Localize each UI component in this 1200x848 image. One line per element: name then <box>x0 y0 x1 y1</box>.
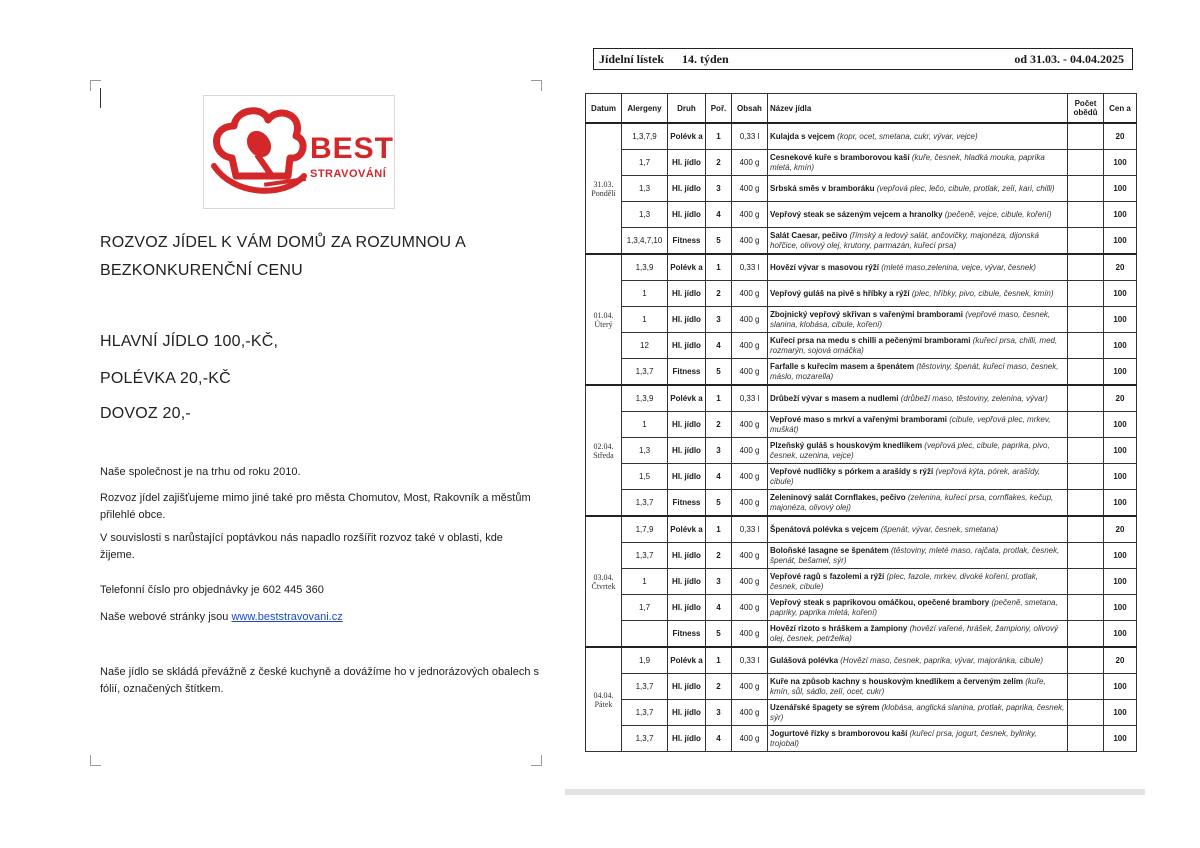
allergens-cell: 1,3,7 <box>622 543 668 569</box>
order-cell: 4 <box>706 726 732 752</box>
dish-ingredients: (drůbeží maso, těstoviny, zelenina, vývar) <box>900 393 1048 403</box>
order-cell: 5 <box>706 621 732 648</box>
dish-cell <box>768 412 1068 438</box>
price-cell: 100 <box>1104 202 1137 228</box>
dish-cell <box>768 228 1068 255</box>
header-alergeny: Alergeny <box>622 94 668 124</box>
order-cell: 1 <box>706 385 732 412</box>
table-row <box>586 674 1137 700</box>
portion-cell: 400 g <box>732 726 768 752</box>
day-cell <box>586 647 622 752</box>
count-cell[interactable] <box>1068 281 1104 307</box>
order-cell: 5 <box>706 359 732 386</box>
count-cell[interactable] <box>1068 307 1104 333</box>
type-cell: Polévk a <box>668 647 706 674</box>
header-druh: Druh <box>668 94 706 124</box>
header-poradi: Poř. <box>706 94 732 124</box>
price-cell: 100 <box>1104 412 1137 438</box>
table-row <box>586 490 1137 517</box>
type-cell: Fitness <box>668 490 706 517</box>
price-cell: 100 <box>1104 595 1137 621</box>
dish-ingredients: (kuře, česnek, hladká mouka, paprika mletá, kmín) <box>770 152 1045 172</box>
type-cell: Hl. jídlo <box>668 202 706 228</box>
price-cell: 100 <box>1104 150 1137 176</box>
dish-name: Gulášová polévka <box>770 655 839 665</box>
dish-name: Plzeňský guláš s houskovým knedlíkem <box>770 440 923 450</box>
type-cell: Hl. jídlo <box>668 307 706 333</box>
price-cell: 20 <box>1104 254 1137 281</box>
dish-ingredients: (zelenina, kuřecí prsa, cornflakes, kečup, majonéza, olivový olej) <box>770 492 1054 512</box>
allergens-cell: 1,3 <box>622 176 668 202</box>
count-cell[interactable] <box>1068 647 1104 674</box>
order-cell: 2 <box>706 412 732 438</box>
order-cell: 2 <box>706 543 732 569</box>
price-cell: 100 <box>1104 726 1137 752</box>
price-cell: 100 <box>1104 674 1137 700</box>
headline-line-2: BEZKONKURENČNÍ CENU <box>100 262 303 279</box>
dish-ingredients: (těstoviny, mleté maso, rajčata, protlak, česnek, špenát, bešamel, sýr) <box>770 545 1060 565</box>
dish-name: Hovězí vývar s masovou rýží <box>770 262 879 272</box>
order-cell: 2 <box>706 281 732 307</box>
portion-cell: 400 g <box>732 543 768 569</box>
dish-cell <box>768 490 1068 517</box>
type-cell: Hl. jídlo <box>668 412 706 438</box>
count-cell[interactable] <box>1068 516 1104 543</box>
dish-ingredients: (pečeně, vejce, cibule, koření) <box>944 209 1052 219</box>
portion-cell: 400 g <box>732 281 768 307</box>
dish-ingredients: (těstoviny, špenát, kuřecí maso, česnek, máslo, mozarella) <box>770 361 1059 381</box>
type-cell: Hl. jídlo <box>668 281 706 307</box>
menu-header-row <box>586 94 1137 124</box>
type-cell: Polévk a <box>668 385 706 412</box>
dish-ingredients: (kopr, ocet, smetana, cukr, vývar, vejce) <box>837 131 978 141</box>
menu-title-box <box>593 48 1133 70</box>
type-cell: Fitness <box>668 621 706 648</box>
order-cell: 3 <box>706 700 732 726</box>
dish-ingredients: (kuře, kmín, sůl, sádlo, zelí, ocet, cukr) <box>770 676 1046 696</box>
day-date: 01.04. <box>593 310 614 320</box>
count-cell[interactable] <box>1068 254 1104 281</box>
allergens-cell: 1,7 <box>622 595 668 621</box>
page-bottom-scroll-edge <box>565 789 1145 795</box>
type-cell: Hl. jídlo <box>668 333 706 359</box>
price-cell: 100 <box>1104 228 1137 255</box>
dish-name: Vepřové nudličky s pórkem a arašídy s rýží <box>770 466 934 476</box>
dish-name: Kuřecí prsa na medu s chilli a pečenými bramborami <box>770 335 971 345</box>
allergens-cell: 1,3,7 <box>622 359 668 386</box>
table-row <box>586 359 1137 386</box>
dish-name: Uzenářské špagety se sýrem <box>770 702 880 712</box>
day-name: Středa <box>593 450 614 460</box>
dish-name: Drůbeží vývar s masem a nudlemi <box>770 393 899 403</box>
dish-name: Jogurtové řízky s bramborovou kaší <box>770 728 908 738</box>
allergens-cell: 1 <box>622 307 668 333</box>
dish-ingredients: (mleté maso,zelenina, vejce, vývar, česnek) <box>881 262 1036 272</box>
table-row <box>586 202 1137 228</box>
allergens-cell: 1,5 <box>622 464 668 490</box>
dish-ingredients: (římský a ledový salát, ančovičky, majonéza, dijonská hořčice, olivový olej, krutony, parmazán, kuřecí prsa) <box>770 230 1039 250</box>
order-cell: 3 <box>706 569 732 595</box>
count-cell[interactable] <box>1068 569 1104 595</box>
count-cell[interactable] <box>1068 438 1104 464</box>
allergens-cell: 1,3,4,7,10 <box>622 228 668 255</box>
price-cell: 100 <box>1104 307 1137 333</box>
website-label: Naše webové stránky jsou <box>100 611 232 623</box>
order-cell: 1 <box>706 516 732 543</box>
header-nazev: Název jídla <box>768 94 1068 124</box>
paragraph-packaging: Naše jídlo se skládá převážně z české kuchyně a dovážíme ho v jednorázových obalech s fólií, označených štítkem. <box>100 666 540 695</box>
day-date: 02.04. <box>593 441 614 451</box>
order-cell: 1 <box>706 123 732 150</box>
type-cell: Hl. jídlo <box>668 569 706 595</box>
day-date: 31.03. <box>593 179 614 189</box>
count-cell[interactable] <box>1068 674 1104 700</box>
dish-cell <box>768 621 1068 648</box>
type-cell: Polévk a <box>668 123 706 150</box>
count-cell[interactable] <box>1068 726 1104 752</box>
portion-cell: 400 g <box>732 150 768 176</box>
count-cell[interactable] <box>1068 123 1104 150</box>
dish-name: Vepřové maso s mrkví a vařenými bramborami <box>770 414 947 424</box>
header-obsah: Obsah <box>732 94 768 124</box>
day-cell <box>586 123 622 254</box>
paragraph-expansion: V souvislosti s narůstající poptávkou nás napadlo rozšířit rozvoz také v oblasti, kde žijeme. <box>100 532 503 561</box>
table-row <box>586 700 1137 726</box>
table-row <box>586 333 1137 359</box>
allergens-cell: 1,3,7,9 <box>622 123 668 150</box>
count-cell[interactable] <box>1068 464 1104 490</box>
price-cell: 20 <box>1104 516 1137 543</box>
count-cell[interactable] <box>1068 412 1104 438</box>
allergens-cell: 1,3 <box>622 202 668 228</box>
dish-cell <box>768 176 1068 202</box>
count-cell[interactable] <box>1068 359 1104 386</box>
count-cell[interactable] <box>1068 202 1104 228</box>
count-cell[interactable] <box>1068 543 1104 569</box>
day-name: Úterý <box>594 319 613 329</box>
day-cell <box>586 254 622 385</box>
dish-ingredients: (klobása, anglická slanina, protlak, paprika, česnek, sýr) <box>770 702 1065 722</box>
dish-name: Cesnekové kuře s bramborovou kaší <box>770 152 910 162</box>
table-row <box>586 412 1137 438</box>
dish-name: Vepřové ragů s fazolemi a rýží <box>770 571 885 581</box>
dish-ingredients: (vepřová plec, lečo, cibule, protlak, zelí, kari, chilli) <box>876 183 1055 193</box>
day-cell <box>586 516 622 647</box>
dish-name: Vepřový steak se sázeným vejcem a hranolky <box>770 209 943 219</box>
allergens-cell: 1,9 <box>622 647 668 674</box>
portion-cell: 0,33 l <box>732 254 768 281</box>
price-cell: 20 <box>1104 385 1137 412</box>
allergens-cell <box>622 621 668 648</box>
allergens-cell: 1,3,7 <box>622 674 668 700</box>
headline-line-1: ROZVOZ JÍDEL K VÁM DOMŮ ZA ROZUMNOU A <box>100 234 466 251</box>
dish-cell <box>768 281 1068 307</box>
portion-cell: 400 g <box>732 176 768 202</box>
order-cell: 1 <box>706 254 732 281</box>
portion-cell: 400 g <box>732 700 768 726</box>
allergens-cell: 1,3 <box>622 438 668 464</box>
dish-ingredients: (plec, fazole, mrkev, divoké koření, protlak, česnek, cibule) <box>770 571 1038 591</box>
paragraph-cities: Rozvoz jídel zajišťujeme mimo jiné také pro města Chomutov, Most, Rakovník a městům přilehlé obce. <box>100 492 531 521</box>
dish-cell <box>768 726 1068 752</box>
dish-cell <box>768 569 1068 595</box>
type-cell: Hl. jídlo <box>668 726 706 752</box>
table-row <box>586 569 1137 595</box>
portion-cell: 400 g <box>732 438 768 464</box>
order-cell: 4 <box>706 202 732 228</box>
dish-cell <box>768 359 1068 386</box>
website-link[interactable]: www.beststravovani.cz <box>231 611 343 623</box>
portion-cell: 0,33 l <box>732 516 768 543</box>
count-cell[interactable] <box>1068 333 1104 359</box>
order-cell: 5 <box>706 490 732 517</box>
dish-ingredients: (vepřové maso, česnek, slanina, klobása, cibule, koření) <box>770 309 1051 329</box>
allergens-cell: 1,3,7 <box>622 726 668 752</box>
dish-ingredients: (kuřecí prsa, jogurt, česnek, bylinky, trojobal) <box>770 728 1037 748</box>
dish-name: Kulajda s vejcem <box>770 131 835 141</box>
table-row <box>586 543 1137 569</box>
portion-cell: 400 g <box>732 621 768 648</box>
type-cell: Hl. jídlo <box>668 464 706 490</box>
order-cell: 5 <box>706 228 732 255</box>
allergens-cell: 1 <box>622 569 668 595</box>
day-cell <box>586 385 622 516</box>
allergens-cell: 1 <box>622 412 668 438</box>
count-cell[interactable] <box>1068 595 1104 621</box>
table-row <box>586 123 1137 150</box>
table-row <box>586 464 1137 490</box>
dish-name: Špenátová polévka s vejcem <box>770 524 879 534</box>
dish-cell <box>768 647 1068 674</box>
count-cell[interactable] <box>1068 228 1104 255</box>
allergens-cell: 1,3,9 <box>622 385 668 412</box>
allergens-cell: 1,3,9 <box>622 254 668 281</box>
portion-cell: 400 g <box>732 228 768 255</box>
price-cell: 100 <box>1104 438 1137 464</box>
table-row <box>586 150 1137 176</box>
table-row <box>586 176 1137 202</box>
portion-cell: 400 g <box>732 333 768 359</box>
price-cell: 20 <box>1104 123 1137 150</box>
table-row <box>586 726 1137 752</box>
day-date: 03.04. <box>593 572 614 582</box>
type-cell: Hl. jídlo <box>668 595 706 621</box>
table-row <box>586 281 1137 307</box>
dish-cell <box>768 516 1068 543</box>
dish-name: Salát Caesar, pečivo <box>770 230 848 240</box>
portion-cell: 400 g <box>732 307 768 333</box>
count-cell[interactable] <box>1068 700 1104 726</box>
dish-ingredients: (kuřecí prsa, chilli, med, rozmarýn, sojová omáčka) <box>770 335 1058 355</box>
table-row <box>586 647 1137 674</box>
type-cell: Hl. jídlo <box>668 700 706 726</box>
count-cell[interactable] <box>1068 150 1104 176</box>
dish-ingredients: (plec, hříbky, pivo, cibule, česnek, kmín) <box>911 288 1054 298</box>
portion-cell: 400 g <box>732 359 768 386</box>
type-cell: Hl. jídlo <box>668 438 706 464</box>
dish-name: Zeleninový salát Cornflakes, pečivo <box>770 492 906 502</box>
portion-cell: 400 g <box>732 569 768 595</box>
allergens-cell: 1,7 <box>622 150 668 176</box>
type-cell: Polévk a <box>668 516 706 543</box>
dish-cell <box>768 123 1068 150</box>
dish-name: Boloňské lasagne se špenátem <box>770 545 889 555</box>
header-pocet: Počet obědů <box>1068 94 1104 124</box>
portion-cell: 400 g <box>732 595 768 621</box>
dish-cell <box>768 700 1068 726</box>
menu-week: 14. týden <box>682 52 729 66</box>
order-cell: 4 <box>706 464 732 490</box>
portion-cell: 0,33 l <box>732 123 768 150</box>
text-cursor <box>100 88 101 108</box>
day-name: Pondělí <box>591 188 616 198</box>
logo-brand-text: BEST <box>310 132 395 165</box>
dish-ingredients: (vepřová kýta, pórek, arašídy, cibule) <box>770 466 1041 486</box>
price-cell: 100 <box>1104 176 1137 202</box>
type-cell: Hl. jídlo <box>668 543 706 569</box>
table-row <box>586 595 1137 621</box>
dish-ingredients: (špenát, vývar, česnek, smetana) <box>880 524 999 534</box>
table-row <box>586 621 1137 648</box>
page-corner-mark <box>531 755 542 766</box>
dish-name: Hovězí rizoto s hráškem a žampiony <box>770 623 908 633</box>
dish-ingredients: (hovězí vařené, hrášek, žampiony, olivový olej, česnek, petrželka) <box>770 623 1058 643</box>
day-name: Pátek <box>594 699 613 709</box>
order-cell: 4 <box>706 333 732 359</box>
portion-cell: 0,33 l <box>732 647 768 674</box>
order-cell: 1 <box>706 647 732 674</box>
day-date: 04.04. <box>593 690 614 700</box>
dish-cell <box>768 385 1068 412</box>
menu-table <box>585 93 1137 752</box>
type-cell: Fitness <box>668 228 706 255</box>
order-cell: 3 <box>706 438 732 464</box>
table-row <box>586 438 1137 464</box>
price-cell: 100 <box>1104 569 1137 595</box>
portion-cell: 400 g <box>732 412 768 438</box>
table-row <box>586 307 1137 333</box>
left-page <box>0 0 560 848</box>
price-soup: POLÉVKA 20,-KČ <box>100 370 231 387</box>
count-cell[interactable] <box>1068 621 1104 648</box>
allergens-cell: 1,7,9 <box>622 516 668 543</box>
dish-cell <box>768 595 1068 621</box>
dish-name: Kuře na způsob kachny s houskovým knedlíkem a červeným zelím <box>770 676 1023 686</box>
price-main-dish: HLAVNÍ JÍDLO 100,-KČ, <box>100 333 279 350</box>
type-cell: Fitness <box>668 359 706 386</box>
table-row <box>586 516 1137 543</box>
dish-ingredients: (pečeně, smetana, papriky, paprika mletá, koření) <box>770 597 1058 617</box>
dish-cell <box>768 150 1068 176</box>
price-cell: 100 <box>1104 359 1137 386</box>
price-cell: 100 <box>1104 621 1137 648</box>
dish-cell <box>768 543 1068 569</box>
type-cell: Hl. jídlo <box>668 176 706 202</box>
price-cell: 100 <box>1104 333 1137 359</box>
paragraph-history: Naše společnost je na trhu od roku 2010. <box>100 466 301 478</box>
page-corner-mark <box>90 755 101 766</box>
type-cell: Hl. jídlo <box>668 150 706 176</box>
price-cell: 100 <box>1104 700 1137 726</box>
order-cell: 3 <box>706 176 732 202</box>
price-cell: 100 <box>1104 543 1137 569</box>
dish-name: Vepřový guláš na pivě s hříbky a rýží <box>770 288 910 298</box>
menu-body <box>586 123 1137 752</box>
price-cell: 20 <box>1104 647 1137 674</box>
logo-sub-text: STRAVOVÁNÍ <box>310 168 387 180</box>
type-cell: Polévk a <box>668 254 706 281</box>
dish-ingredients: (cibule, vepřová plec, mrkev, muškát) <box>770 414 1051 434</box>
price-cell: 100 <box>1104 464 1137 490</box>
table-row <box>586 254 1137 281</box>
dish-name: Srbská směs v bramboráku <box>770 183 875 193</box>
portion-cell: 0,33 l <box>732 385 768 412</box>
dish-name: Farfalle s kuřecím masem a špenátem <box>770 361 915 371</box>
count-cell[interactable] <box>1068 490 1104 517</box>
order-cell: 4 <box>706 595 732 621</box>
allergens-cell: 12 <box>622 333 668 359</box>
order-cell: 3 <box>706 307 732 333</box>
allergens-cell: 1 <box>622 281 668 307</box>
dish-cell <box>768 202 1068 228</box>
count-cell[interactable] <box>1068 176 1104 202</box>
dish-cell <box>768 674 1068 700</box>
menu-title: Jídelní lístek <box>599 52 665 66</box>
menu-date-range: od 31.03. - 04.04.2025 <box>1014 52 1124 66</box>
count-cell[interactable] <box>1068 385 1104 412</box>
website-line <box>100 609 540 626</box>
order-cell: 2 <box>706 674 732 700</box>
portion-cell: 400 g <box>732 464 768 490</box>
header-cena: Cen a <box>1104 94 1137 124</box>
allergens-cell: 1,3,7 <box>622 490 668 517</box>
table-row <box>586 385 1137 412</box>
price-cell: 100 <box>1104 281 1137 307</box>
dish-ingredients: (vepřová plec, cibule, paprika, pivo, česnek, uzenina, vejce) <box>770 440 1050 460</box>
header-datum: Datum <box>586 94 622 124</box>
dish-name: Vepřový steak s paprikovou omáčkou, opečené brambory <box>770 597 990 607</box>
company-logo <box>203 95 395 209</box>
order-cell: 2 <box>706 150 732 176</box>
dish-name: Zbojnický vepřový skřivan s vařenými bramborami <box>770 309 963 319</box>
portion-cell: 400 g <box>732 490 768 517</box>
type-cell: Hl. jídlo <box>668 674 706 700</box>
dish-cell <box>768 333 1068 359</box>
allergens-cell: 1,3,7 <box>622 700 668 726</box>
dish-ingredients: (Hovězí maso, česnek, paprika, vývar, majoránka, cibule) <box>840 655 1044 665</box>
phone-number: Telefonní číslo pro objednávky je 602 445 360 <box>100 584 324 596</box>
portion-cell: 400 g <box>732 674 768 700</box>
dish-cell <box>768 254 1068 281</box>
day-name: Čtvrtek <box>591 581 616 591</box>
table-row <box>586 228 1137 255</box>
price-delivery: DOVOZ 20,- <box>100 405 191 422</box>
portion-cell: 400 g <box>732 202 768 228</box>
dish-cell <box>768 464 1068 490</box>
page-corner-mark <box>531 80 542 91</box>
dish-cell <box>768 438 1068 464</box>
dish-cell <box>768 307 1068 333</box>
price-cell: 100 <box>1104 490 1137 517</box>
